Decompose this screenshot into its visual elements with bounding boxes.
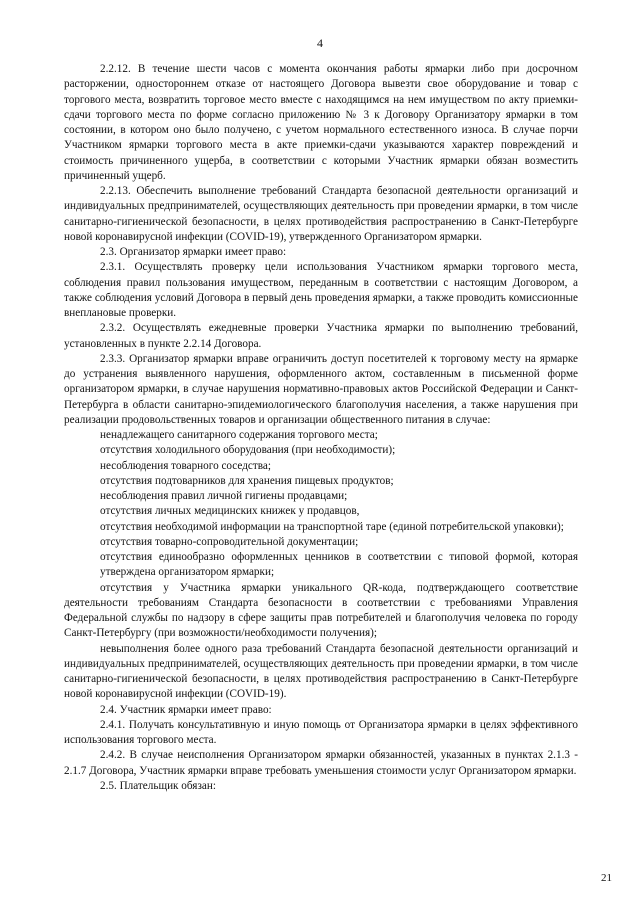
list-item: отсутствия у Участника ярмарки уникального QR-кода, подтверждающего соответствие деятельности требованиям Стандарта безопасности в соответствии с требованиями Управления Федеральной службы по надзору в сфере защиты прав потребителей и благополучия человека по городу Санкт-Петербургу (при возможности/необходимости получения); xyxy=(64,581,578,640)
list-item: отсутствия необходимой информации на транспортной таре (единой потребительской упаковки); xyxy=(100,520,564,533)
clause-2-2-12: 2.2.12. В течение шести часов с момента окончания работы ярмарки либо при досрочном расторжении, одностороннем отказе от настоящего Договора вывезти свое оборудование и товар с торгового места, возвратить торговое место вместе с находящимся на нем имуществом по акту приемки-сдачи торгового места по форме согласно приложению № 3 к Договору Организатору ярмарки в том состоянии, в котором оно было получено, с учетом нормального естественного износа. В случае порчи Участником ярмарки торгового места в акте приемки-сдачи указываются характер повреждений и стоимость причиненного ущерба, в соответствии с которыми Участник ярмарки обязан возместить причиненный ущерб. xyxy=(64,63,578,182)
clause-2-3: 2.3. Организатор ярмарки имеет право: xyxy=(100,246,287,258)
list-item: ненадлежащего санитарного содержания торгового места; xyxy=(100,429,378,441)
list-item: отсутствия личных медицинских книжек у продавцов, xyxy=(100,505,360,518)
page-number-top: 4 xyxy=(317,36,323,50)
list-item: отсутствия единообразно оформленных ценников в соответствии с типовой формой, которая утверждена организатором ярмарки; xyxy=(100,551,578,579)
document-body xyxy=(64,62,578,794)
list-item: невыполнения более одного раза требований Стандарта безопасной деятельности организаций и индивидуальных предпринимателей, осуществляющих деятельность при проведении ярмарки, в том числе санитарно-гигиенической безопасности, в целях противодействия распространению в Санкт-Петербурге новой коронавирусной инфекции (COVID-19). xyxy=(64,642,578,701)
clause-2-5: 2.5. Плательщик обязан: xyxy=(100,779,216,792)
clause-2-4-1: 2.4.1. Получать консультативную и иную помощь от Организатора ярмарки в целях эффективного использования торгового места. xyxy=(64,718,578,746)
clause-2-2-13: 2.2.13. Обеспечить выполнение требований Стандарта безопасной деятельности организаций и индивидуальных предпринимателей, осуществляющих деятельность при проведении ярмарки, в том числе санитарно-гигиенической безопасности, в целях противодействия распространению в Санкт-Петербурге новой коронавирусной инфекции (COVID-19), утвержденного Организатором ярмарки. xyxy=(64,185,578,243)
clause-2-3-2: 2.3.2. Осуществлять ежедневные проверки Участника ярмарки по выполнению требований, установленных в пункте 2.2.14 Договора. xyxy=(64,322,578,350)
list-item: отсутствия товарно-сопроводительной документации; xyxy=(100,535,359,548)
list-item: отсутствия подтоварников для хранения пищевых продуктов; xyxy=(100,474,394,487)
clause-2-4: 2.4. Участник ярмарки имеет право: xyxy=(100,703,272,716)
clause-2-3-1: 2.3.1. Осуществлять проверку цели использования Участником ярмарки торгового места, соблюдения правил пользования имуществом, переданным в соответствии с настоящим Договором, а также соблюдения условий Договора в первый день проведения ярмарки, а также проводить комиссионные внеплановые проверки. xyxy=(64,261,578,319)
list-item: отсутствия холодильного оборудования (при необходимости); xyxy=(100,444,396,457)
list-item: несоблюдения товарного соседства; xyxy=(100,459,271,472)
page-number-bottom: 21 xyxy=(601,872,612,884)
clause-2-4-2: 2.4.2. В случае неисполнения Организатором ярмарки обязанностей, указанных в пунктах 2.1.3 - 2.1.7 Договора, Участник ярмарки вправе требовать уменьшения стоимости услуг Организатором ярмарки. xyxy=(64,749,578,777)
clause-2-3-3: 2.3.3. Организатор ярмарки вправе ограничить доступ посетителей к торговому месту на ярмарке до устранения выявленного нарушения, оформленного актом, составленным в письменной форме организатором ярмарки, в случае нарушения нормативно-правовых актов Российской Федерации и Санкт-Петербурга в области санитарно-эпидемиологического благополучия населения, а также нарушения при реализации продовольственных товаров и организации общественного питания в случае: xyxy=(64,352,578,426)
list-item: несоблюдения правил личной гигиены продавцами; xyxy=(100,490,348,502)
